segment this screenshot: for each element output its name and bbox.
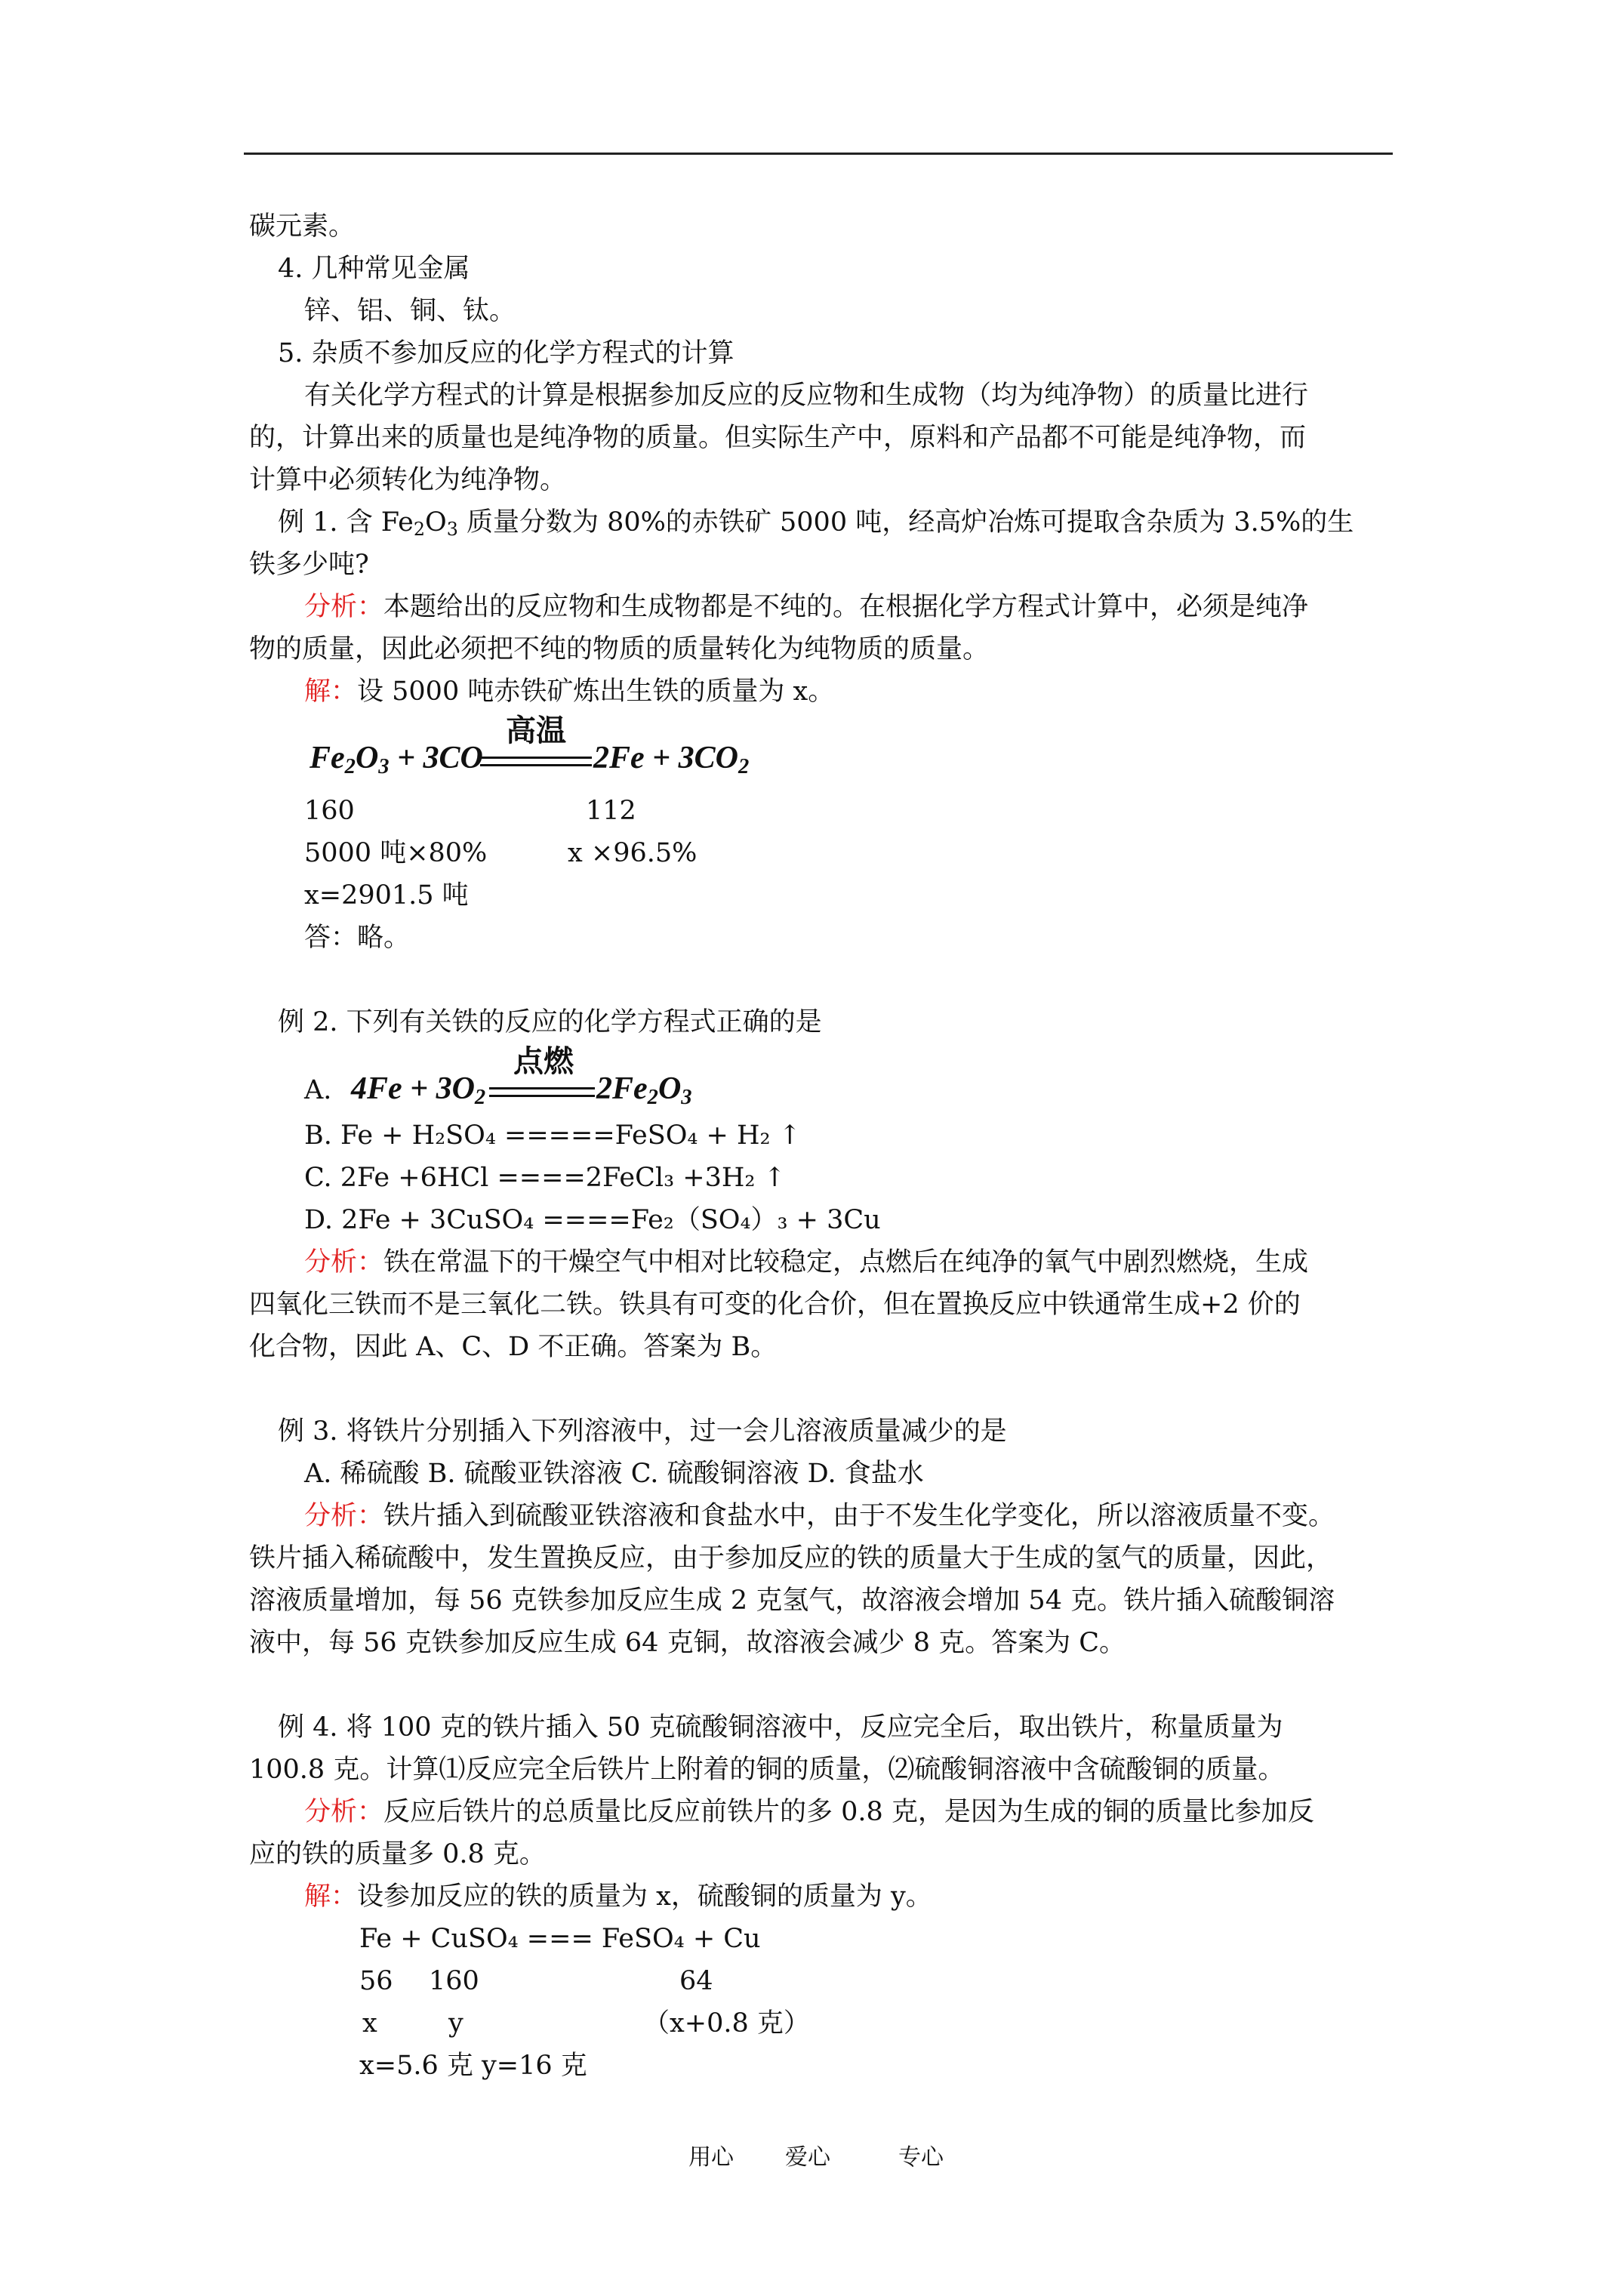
chemical-equation-left: $Fe_2O_3 + 3CO$ xyxy=(310,741,483,779)
ratio-value: 5000 吨×80% xyxy=(304,838,488,868)
text-line: 四氧化三铁而不是三氧化二铁。铁具有可变的化合价，但在置换反应中铁通常生成+2 价的 xyxy=(249,1290,1301,1320)
text-line: 碳元素。 xyxy=(249,211,356,242)
example-1-question: 例 1. 含 $Fe_2O_3$ 质量分数为 80%的赤铁矿 5000 吨，经高炉冶炼可提取含杂质为 3.5%的生 xyxy=(278,507,1354,540)
option-a-equation-left: $4Fe + 3O_2$ xyxy=(351,1071,486,1110)
analysis-label: 分析： xyxy=(304,1501,384,1531)
text-line: 有关化学方程式的计算是根据参加反应的反应物和生成物（均为纯净物）的质量比进行 xyxy=(304,381,1309,411)
solution-label: 解： xyxy=(304,1881,358,1912)
text-line: 计算中必须转化为纯净物。 xyxy=(249,465,567,495)
equation-equals-bottom xyxy=(480,764,592,766)
analysis-label: 分析： xyxy=(304,1797,384,1827)
ratio-value: x ×96.5% xyxy=(568,838,698,868)
equation-equals-top xyxy=(480,757,592,759)
section-heading: 5. 杂质不参加反应的化学方程式的计算 xyxy=(278,338,735,368)
example-1-question-cont: 铁多少吨? xyxy=(249,550,369,580)
example-3-question: 例 3. 将铁片分别插入下列溶液中，过一会儿溶液质量减少的是 xyxy=(278,1416,1007,1447)
ratio-value: 112 xyxy=(586,796,636,826)
header-rule xyxy=(244,153,1393,155)
equation-equals-top xyxy=(489,1087,595,1089)
text-line: 铁片插入稀硫酸中，发生置换反应，由于参加反应的铁的质量大于生成的氢气的质量，因此， xyxy=(249,1543,1333,1573)
ratio-value: 160 xyxy=(304,796,355,826)
option-b: B. Fe + H₂SO₄ =====FeSO₄ + H₂ ↑ xyxy=(304,1120,802,1151)
option-c: C. 2Fe +6HCl ====2FeCl₃ +3H₂ ↑ xyxy=(304,1163,786,1193)
option-a-label: A. xyxy=(304,1075,332,1105)
example-4-question-cont: 100.8 克。计算⑴反应完全后铁片上附着的铜的质量，⑵硫酸铜溶液中含硫酸铜的质量。 xyxy=(249,1755,1285,1785)
chemical-equation-right: $2Fe + 3CO_2$ xyxy=(593,741,750,779)
example-2-analysis: 分析：铁在常温下的干燥空气中相对比较稳定，点燃后在纯净的氧气中剧烈燃烧，生成 xyxy=(304,1247,1309,1277)
equation-equals-bottom xyxy=(489,1095,595,1097)
text-line: 应的铁的质量多 0.8 克。 xyxy=(249,1839,546,1869)
example-3-analysis: 分析：铁片插入到硫酸亚铁溶液和食盐水中，由于不发生化学变化，所以溶液质量不变。 xyxy=(304,1501,1335,1531)
example-1-solution: 解：设 5000 吨赤铁矿炼出生铁的质量为 x。 xyxy=(304,676,835,707)
ratio-value: 56 xyxy=(359,1966,393,1996)
text-line: 液中，每 56 克铁参加反应生成 64 克铜，故溶液会减少 8 克。答案为 C。 xyxy=(249,1628,1126,1658)
reaction-condition: 点燃 xyxy=(513,1043,574,1079)
example-1-analysis: 分析：本题给出的反应物和生成物都是不纯的。在根据化学方程式计算中，必须是纯净 xyxy=(304,592,1309,622)
chemical-equation: Fe + CuSO₄ === FeSO₄ + Cu xyxy=(359,1924,761,1954)
analysis-label: 分析： xyxy=(304,1247,384,1277)
text-line: 化合物，因此 A、C、D 不正确。答案为 B。 xyxy=(249,1332,778,1362)
section-heading: 4. 几种常见金属 xyxy=(278,254,470,284)
option-a-equation-right: $2Fe_2O_3$ xyxy=(596,1071,692,1110)
example-4-analysis: 分析：反应后铁片的总质量比反应前铁片的多 0.8 克，是因为生成的铜的质量比参加反 xyxy=(304,1797,1314,1827)
reaction-condition: 高温 xyxy=(506,713,566,748)
text-line: 溶液质量增加，每 56 克铁参加反应生成 2 克氢气，故溶液会增加 54 克。铁片插入硫酸铜溶 xyxy=(249,1586,1335,1616)
solution-label: 解： xyxy=(304,676,358,707)
footer-text: 用心 xyxy=(688,2144,734,2171)
analysis-label: 分析： xyxy=(304,592,384,622)
example-3-options: A. 稀硫酸 B. 硫酸亚铁溶液 C. 硫酸铜溶液 D. 食盐水 xyxy=(304,1459,924,1489)
text-line: 的，计算出来的质量也是纯净物的质量。但实际生产中，原料和产品都不可能是纯净物，而 xyxy=(249,423,1307,453)
example-2-question: 例 2. 下列有关铁的反应的化学方程式正确的是 xyxy=(278,1007,822,1037)
ratio-value: x xyxy=(362,2008,377,2039)
text-line: 锌、铝、铜、钛。 xyxy=(304,296,516,326)
example-4-question: 例 4. 将 100 克的铁片插入 50 克硫酸铜溶液中，反应完全后，取出铁片，称量质量为 xyxy=(278,1712,1283,1743)
option-d: D. 2Fe + 3CuSO₄ ====Fe₂（SO₄）₃ + 3Cu xyxy=(304,1205,881,1235)
ratio-value: （x+0.8 克） xyxy=(643,2008,810,2039)
example-4-solution: 解：设参加反应的铁的质量为 x，硫酸铜的质量为 y。 xyxy=(304,1881,932,1912)
footer-text: 专心 xyxy=(898,2144,944,2171)
result: x=5.6 克 y=16 克 xyxy=(359,2051,587,2081)
text-line: 物的质量，因此必须把不纯的物质的质量转化为纯物质的质量。 xyxy=(249,634,990,664)
result: x=2901.5 吨 xyxy=(304,880,469,911)
ratio-value: 160 xyxy=(429,1966,479,1996)
footer-text: 爱心 xyxy=(785,2144,830,2171)
answer: 答：略。 xyxy=(304,923,411,953)
ratio-value: 64 xyxy=(679,1966,713,1996)
ratio-value: y xyxy=(448,2008,463,2039)
